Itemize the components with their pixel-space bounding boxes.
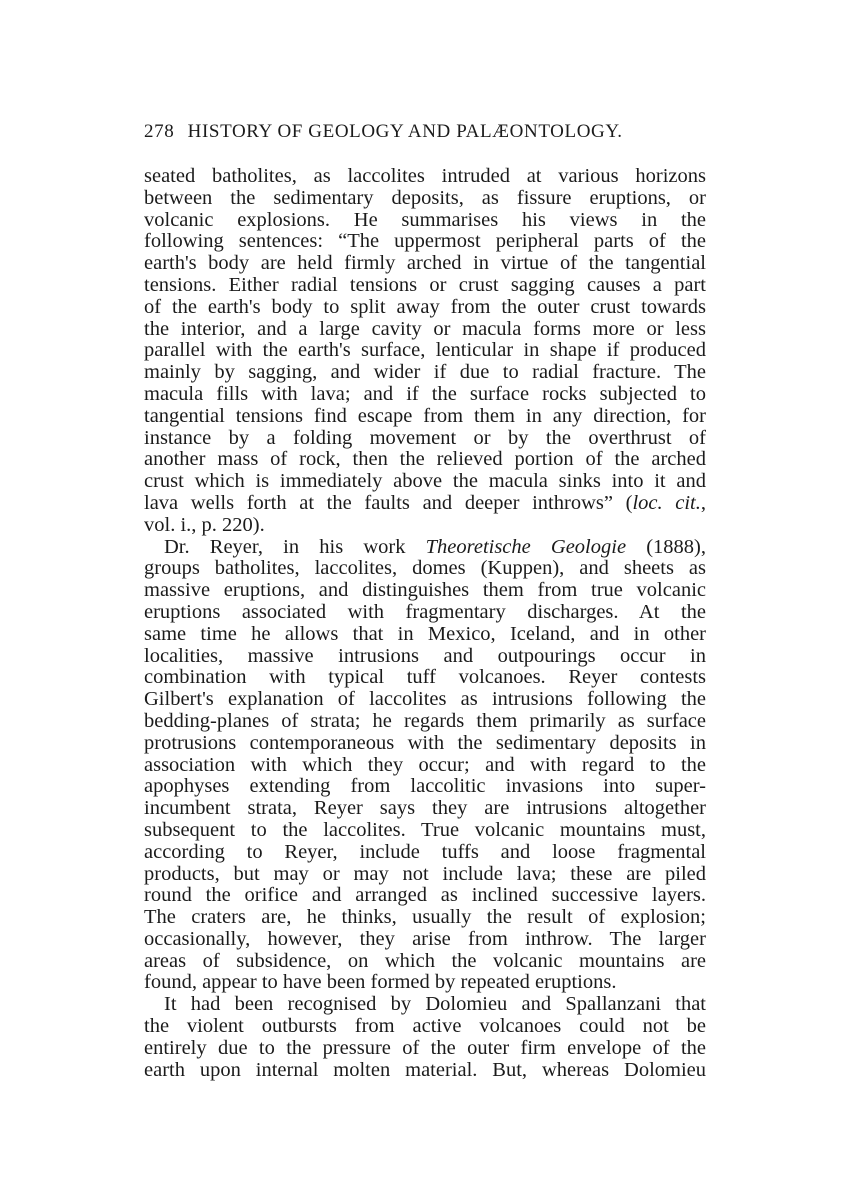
page-number: 278: [144, 121, 175, 142]
text-line-with-citation: [144, 493, 706, 515]
text-line: mainly by sagging, and wider if due to radial fracture. The: [144, 362, 706, 384]
text-line: parallel with the earth's surface, lenticular in shape if produced: [144, 340, 706, 362]
text-line: crust which is immediately above the macula sinks into it and: [144, 471, 706, 493]
text-line: between the sedimentary deposits, as fissure eruptions, or: [144, 187, 706, 209]
text-line: earth upon internal molten material. But, whereas Dolomieu: [144, 1059, 706, 1081]
text-segment: lava wells forth at the faults and deeper inthrows” (: [144, 492, 633, 514]
text-line: protrusions contemporaneous with the sedimentary deposits in: [144, 732, 706, 754]
text-line: macula fills with lava; and if the surface rocks subjected to: [144, 383, 706, 405]
text-line: localities, massive intrusions and outpourings occur in: [144, 645, 706, 667]
text-line: another mass of rock, then the relieved portion of the arched: [144, 449, 706, 471]
text-line: incumbent strata, Reyer says they are intrusions altogether: [144, 798, 706, 820]
text-line: earth's body are held firmly arched in virtue of the tangential: [144, 253, 706, 275]
text-line: volcanic explosions. He summarises his views in the: [144, 209, 706, 231]
text-line: combination with typical tuff volcanoes. Reyer contests: [144, 667, 706, 689]
text-line: following sentences: “The uppermost peripheral parts of the: [144, 231, 706, 253]
text-segment: Dr. Reyer, in his work: [164, 536, 426, 558]
text-line: Gilbert's explanation of laccolites as intrusions following the: [144, 689, 706, 711]
text-line: round the orifice and arranged as inclined successive layers.: [144, 885, 706, 907]
text-line: occasionally, however, they arise from inthrow. The larger: [144, 928, 706, 950]
text-line: products, but may or may not include lava; these are piled: [144, 863, 706, 885]
text-line: same time he allows that in Mexico, Iceland, and in other: [144, 623, 706, 645]
text-line: entirely due to the pressure of the outer firm envelope of the: [144, 1037, 706, 1059]
text-segment: (1888),: [626, 536, 706, 558]
text-line: seated batholites, as laccolites intruded at various horizons: [144, 166, 706, 187]
body-text: [144, 166, 706, 1081]
citation-italic: loc. cit.: [632, 492, 701, 514]
text-line: the violent outbursts from active volcanoes could not be: [144, 1016, 706, 1038]
text-line: subsequent to the laccolites. True volcanic mountains must,: [144, 819, 706, 841]
text-line: association with which they occur; and with regard to the: [144, 754, 706, 776]
text-line: It had been recognised by Dolomieu and Spallanzani that: [164, 994, 706, 1016]
paragraph-1: [144, 166, 706, 537]
text-line: instance by a folding movement or by the overthrust of: [144, 427, 706, 449]
text-line: found, appear to have been formed by repeated eruptions.: [144, 972, 617, 994]
book-title-italic: Theoretische Geologie: [425, 536, 627, 558]
text-line: tangential tensions find escape from them in any direction, for: [144, 405, 706, 427]
text-line: groups batholites, laccolites, domes (Kuppen), and sheets as: [144, 558, 706, 580]
text-line-with-title: [144, 537, 706, 559]
text-line: eruptions associated with fragmentary discharges. At the: [144, 601, 706, 623]
running-title: HISTORY OF GEOLOGY AND PALÆONTOLOGY.: [187, 121, 623, 142]
text-line: The craters are, he thinks, usually the result of explosion;: [144, 907, 706, 929]
text-line: areas of subsidence, on which the volcanic mountains are: [144, 950, 706, 972]
text-line: bedding-planes of strata; he regards them primarily as surface: [144, 710, 706, 732]
text-line: tensions. Either radial tensions or crust sagging causes a part: [144, 274, 706, 296]
text-line: massive eruptions, and distinguishes them from true volcanic: [144, 580, 706, 602]
paragraph-2: [144, 537, 706, 995]
text-line: apophyses extending from laccolitic invasions into super-: [144, 776, 706, 798]
text-segment: ,: [700, 492, 706, 514]
paragraph-3: [144, 994, 706, 1081]
running-head: [144, 118, 704, 146]
text-line: of the earth's body to split away from the outer crust towards: [144, 296, 706, 318]
text-line: vol. i., p. 220).: [144, 514, 265, 536]
text-line: according to Reyer, include tuffs and loose fragmental: [144, 841, 706, 863]
text-line: the interior, and a large cavity or macula forms more or less: [144, 318, 706, 340]
